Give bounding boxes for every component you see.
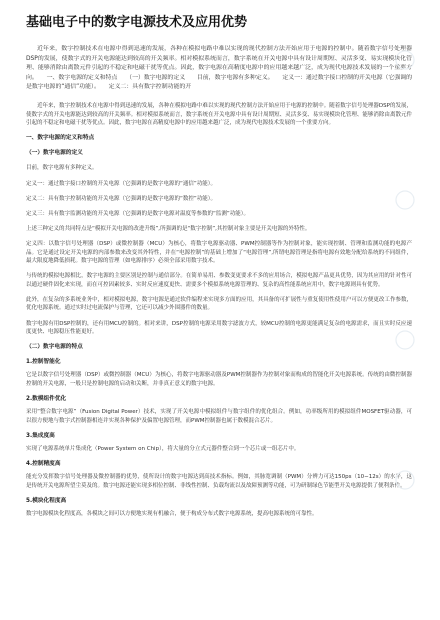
section-heading: 1.控制智能化: [26, 359, 61, 366]
body-paragraph: 上述三种定义的共同特点是“模拟开关电源的改进升级”,所强调的是“数字控制”,其控制对象主要是开关电源的外特性。: [26, 225, 311, 232]
document-body: [26, 102, 412, 519]
body-paragraph: 它是以数字信号处理器（DSP）或微控制器（MCU）为核心，将数字电源驱动器及PWM控制器作为控制对象而构成的智能化开关电源系统。传统的由微控制器控制的开关电源，一般只是控制电源的启动和关断，并非真正意义的数字电源。: [26, 372, 412, 388]
body-paragraph: 采用“整合数字电源”（Fusion Digital Power）技术，实现了开关电源中模拟组件与数字组件的优化组合。例如，功率级所用的模拟组件MOSFET驱动器，可以很方便地与数字式控制器相连并实现各种保护及偏置电源管理，而PWM控制器也属于数模混合芯片。: [26, 409, 412, 424]
body-paragraph: 数字电源模块化程度高，各模块之间可以方便地实现有机融合，便于构成分布式数字电源系统，提高电源系统的可靠性。: [26, 510, 318, 517]
section-heading: 5.模块化程度高: [26, 497, 67, 504]
body-paragraph: 此外，在复杂的多系统业务中，相对模拟电源，数字电源是通过软件编程来实现多方面的应用，其具备的可扩展性与重复使用性使用户可以方便更改工作参数，优化电源系统。通过实时过电流保护与管理，它还可以减少外围器件的数量。: [26, 296, 412, 312]
body-paragraph: 近年来，数字控制技术在电源中得到迅速的发展，各种在模拟电路中难以实现的现代控制方法开始应用于电源的控制中。随着数字信号处理器DSP的发展，使数字式的开关电源能达到较高的开关频率。相对模拟系统而言，数字系统在开关电源中具有设计周期短、灵活多变、易实现模块化管理、能够消除由离散元件引起的不稳定和电磁干扰等优点。因此，数字电源在高精度电源中的应用越来越广泛，成为现代电源技术发展的一个重要方向。: [26, 102, 412, 127]
body-paragraph: 数字电源有用DSP控制的，还有用MCU控制的。相对来讲，DSP控制的电源采用数字滤波方式，较MCU控制的电源更能满足复杂的电源需求，而且实时反应速度更快、电源稳压性能更好。: [26, 320, 412, 336]
body-paragraph: 与传统的模拟电源相比，数字电源的主要区别是控制与通信部分。在简单易用、参数变更要求不多的应用场合，模拟电源产品更具优势，因为其应用的针对性可以通过硬件固化来实现，而在可控因素较多、实时反应速度更快、需要多个模拟系统电源管理的、复杂的高性能系统应用中，数字电源则具有优势。: [26, 273, 412, 288]
section-heading: 一、数字电源的定义和特点: [26, 135, 95, 142]
document-title: 基础电子中的数字电源技术及应用优势: [26, 15, 248, 30]
body-paragraph: 定义二：具有数字控制功能的开关电源（它强调的是数字电源的“数控”功能）。: [26, 195, 216, 202]
body-paragraph: 能充分发挥数字信号处理器及微控制器的优势，使所设计的数字电源达到高技术指标。例如，其脉宽调制（PWM）分辨力可达150ps（10−12s）的水平，这是传统开关电源所望尘莫及的。数字电源还能实现多相位控制、非线性控制、负载均流以及故障预测等功能，可为研制绿色节能型开关电源提供了便利条件。: [26, 474, 412, 489]
body-paragraph: 定义一：通过数字接口控制的开关电源（它强调的是数字电源的“通信”功能）。: [26, 180, 216, 187]
body-paragraph: 定义三：具有数字监测功能的开关电源（它强调的是数字电源对温度等参数的“监测”功能）。: [26, 210, 249, 217]
section-heading: 3.集成度高: [26, 432, 55, 439]
body-paragraph: 定义四：以数字信号处理器（DSP）或微控制器（MCU）为核心，将数字电源驱动器、PWM控制器等作为控制对象，能实现控制、管理和监测功能的电源产品。它是通过设定开关电源的内部参数来改变其外特性，并在“电源控制”的基础上增加了“电源管理”,所谓电源管理是指将电源有效地分配给系统的不同组件，最大限度地降低损耗。数字电源的管理（如电源排序）必须全部采用数字技术。: [26, 240, 412, 265]
section-heading: （二）数字电源的特点: [26, 344, 83, 351]
section-heading: （一）数字电源的定义: [26, 150, 83, 157]
body-paragraph: 实现了电源系统单片集成化（Power System on Chip），将大量的分立式元器件整合到一个芯片或一组芯片中。: [26, 446, 300, 452]
section-heading: 2.数模组件优化: [26, 396, 67, 403]
lead-paragraph: 近年来，数字控制技术在电源中得到迅速的发展，各种在模拟电路中难以实现的现代控制方法开始应用于电源的控制中。随着数字信号处理器DSP的发展，使数字式的开关电源能达到较高的开关频率。相对模拟系统而言，数字系统在开关电源中具有设计周期短、灵活多变、易实现模块化管理、能够消除由离散元件引起的不稳定和电磁干扰等优点。因此，数字电源在高精度电源中的应用越来越广泛，成为现代电源技术发展的一个重要方向。 一、数字电源的定义和特点 （一）数字电源的定义 目前，数字电源有多种定义。 定义一：通过数字接口控制的开关电源（它强调的是数字电源的“通信”功能）。 定义二：具有数字控制功能的开: [26, 46, 412, 91]
section-heading: 4.控制精度高: [26, 461, 61, 468]
section-spacer: [26, 93, 412, 102]
body-paragraph: 目前，数字电源有多种定义。: [26, 165, 98, 172]
